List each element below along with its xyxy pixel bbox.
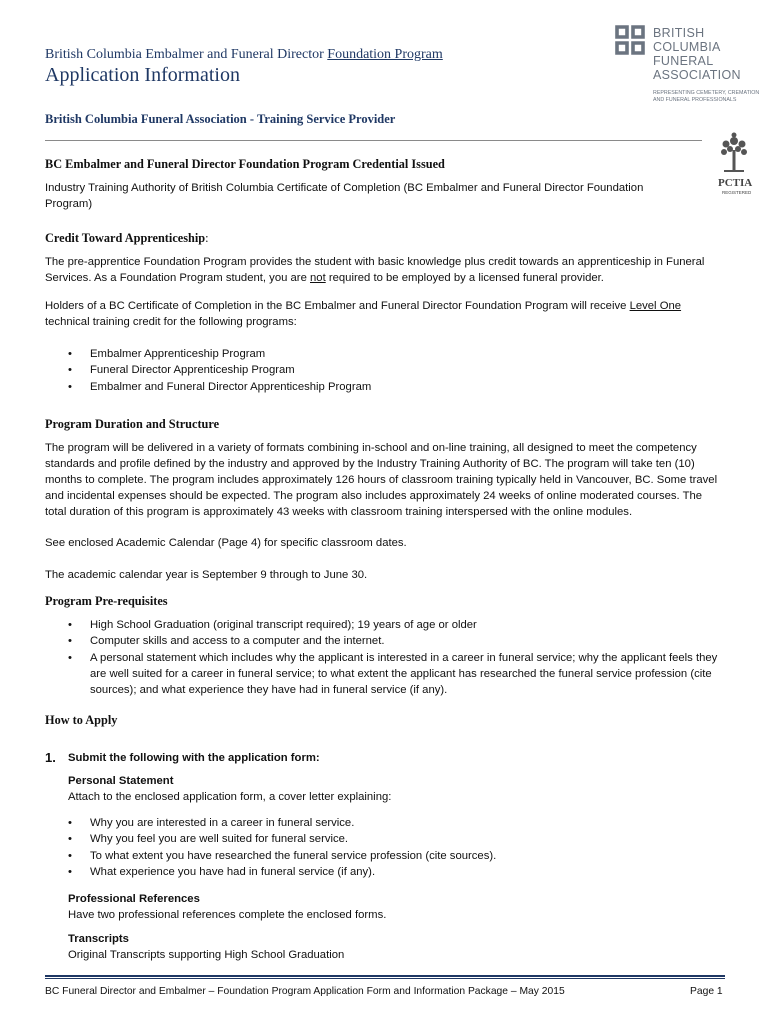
step-label: Submit the following with the application form: [68,752,320,764]
list-item: • Embalmer and Funeral Director Apprenticeship Program [45,379,705,395]
footer-text: BC Funeral Director and Embalmer – Foundation Program Application Form and Information Package – May 2015 [45,986,565,997]
prerequisites-list [45,617,725,698]
pctia-label: PCTIA [718,177,753,189]
prerequisites-heading: Program Pre-requisites [45,594,168,608]
list-item: • Embalmer Apprenticeship Program [45,346,705,362]
pctia-registered: REGISTERED [722,190,752,195]
bcfa-logo-text: BRITISH COLUMBIA FUNERAL ASSOCIATION [653,26,741,82]
list-item: • A personal statement which includes why the applicant is interested in a career in funeral service; why the applicant feels they are well suited for a career in funeral service; to what extent the applicant has researched the funeral service profession (cite sources); and what experience they have had in funeral service (if any). [45,650,725,699]
personal-statement-heading: Personal Statement [68,775,174,787]
personal-statement-body: Attach to the enclosed application form, a cover letter explaining: [68,791,392,803]
credit-heading: Credit Toward Apprenticeship: [45,231,209,245]
page-number: Page 1 [690,986,723,997]
training-provider: British Columbia Funeral Association - Training Service Provider [45,112,396,126]
bcfa-logo-tagline: REPRESENTING CEMETERY, CREMATION AND FUNERAL PROFESSIONALS [653,90,760,103]
list-item: • Why you feel you are well suited for funeral service. [45,831,705,847]
foundation-program-link: Foundation Program [327,47,443,62]
transcripts-body: Original Transcripts supporting High School Graduation [68,949,345,961]
duration-heading: Program Duration and Structure [45,417,220,431]
transcripts-heading: Transcripts [68,933,129,945]
how-to-apply-heading: How to Apply [45,713,118,727]
list-item: • Funeral Director Apprenticeship Program [45,362,705,378]
document-subtitle: British Columbia Embalmer and Funeral Director Foundation Program [45,47,443,62]
footer-divider [45,975,725,977]
credit-paragraph-1: The pre-apprentice Foundation Program provides the student with basic knowledge plus credit towards an apprenticeship in Funeral Services. As a Foundation Program student, you are not required to be employed by a licensed funeral provider. [45,256,705,284]
references-body: Have two professional references complete the enclosed forms. [68,909,387,921]
list-item: • What experience you have had in funeral service (if any). [45,864,705,880]
personal-statement-list [45,815,705,880]
credential-heading: BC Embalmer and Funeral Director Foundation Program Credential Issued [45,157,445,171]
list-item: • Computer skills and access to a computer and the internet. [45,633,725,649]
list-item: • To what extent you have researched the funeral service profession (cite sources). [45,848,705,864]
calendar-note: See enclosed Academic Calendar (Page 4) for specific classroom dates. [45,537,407,549]
pctia-tree-icon [716,132,752,178]
duration-body: The program will be delivered in a variety of formats combining in-school and on-line training, all designed to meet the competency standards and profile defined by the industry and approved by the Industry Training Authority of BC. The program will take ten (10) months to complete. The program includes approximately 126 hours of classroom training typically held in Vancouver, BC. Some travel and incidental expenses should be expected. The program also includes approximately 24 weeks of online moderated courses. The total duration of this program is approximately 43 weeks with classroom training interspersed with the online modules. [45,442,718,518]
academic-year-note: The academic calendar year is September 9 through to June 30. [45,569,368,581]
header-divider [45,140,702,141]
bcfa-logo-icon [612,24,648,58]
credit-paragraph-2: Holders of a BC Certificate of Completion in the BC Embalmer and Funeral Director Foundation Program will receive Level One technical training credit for the following programs: [45,300,682,328]
list-item: • Why you are interested in a career in funeral service. [45,815,705,831]
credential-body: Industry Training Authority of British Columbia Certificate of Completion (BC Embalmer and Funeral Director Foundation Program) [45,182,644,210]
apprenticeship-program-list [45,346,705,395]
list-item: • High School Graduation (original transcript required); 19 years of age or older [45,617,725,633]
page-title: Application Information [45,64,240,86]
references-heading: Professional References [68,893,200,905]
footer-divider-thin [45,978,725,979]
step-number: 1. [45,750,56,765]
